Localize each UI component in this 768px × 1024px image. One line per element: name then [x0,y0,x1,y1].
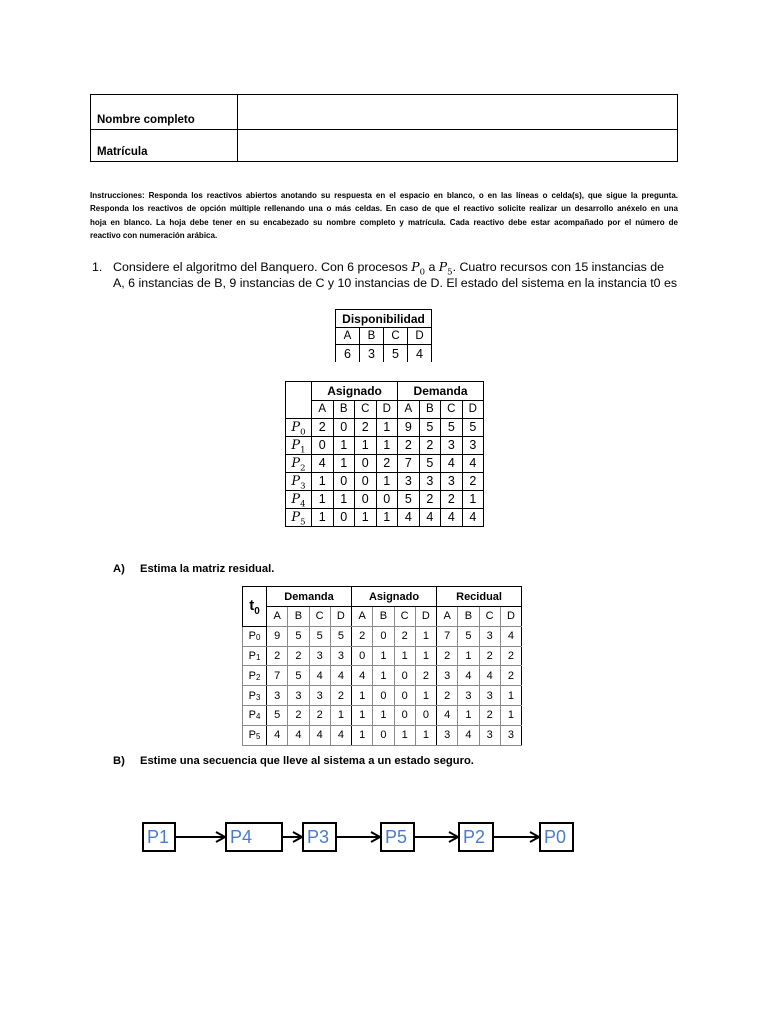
process-label [286,455,312,473]
demand-cell: 3 [288,686,309,706]
question-text: Considere el algoritmo del Banquero. Con 6 procesos [113,260,412,274]
question-text: . Cuatro recursos con 15 instancias de [452,260,665,274]
sequence-box-p5: P5 [380,822,415,852]
residual-cell: 3 [479,725,500,745]
process-row [286,509,484,527]
assigned-cell: 1 [376,473,398,491]
demand-cell: 5 [267,705,288,725]
process-label [243,686,267,706]
process-letter: P [438,259,448,274]
residual-cell: 3 [479,626,500,646]
process-index: 1 [255,652,261,662]
availability-title-row [336,310,432,328]
resource-header: D [376,401,398,419]
demand-cell: 1 [330,705,351,725]
process-letter: P [291,438,301,453]
student-info-table [90,94,678,162]
residual-cell: 1 [458,705,479,725]
residual-cell: 2 [479,705,500,725]
name-field[interactable] [238,95,678,130]
residual-cell: 2 [500,646,521,666]
group-header-asignado: Asignado [352,587,437,607]
id-row [91,130,678,162]
group-header-recidual: Recidual [437,587,522,607]
residual-cell: 3 [437,725,458,745]
demand-cell: 7 [267,666,288,686]
residual-cell: 3 [479,686,500,706]
resource-header: A [312,401,334,419]
process-row [243,686,522,706]
time-letter: t [249,597,255,615]
process-index: 3 [300,481,306,492]
residual-cell: 3 [437,666,458,686]
demand-cell: 5 [330,626,351,646]
demand-cell: 4 [309,725,330,745]
assigned-cell: 1 [415,646,436,666]
demand-cell: 5 [288,666,309,686]
group-header-demanda: Demanda [398,382,484,401]
availability-title: Disponibilidad [336,310,432,328]
sequence-box-p2: P2 [458,822,494,852]
assigned-cell: 0 [373,725,394,745]
process-label [243,626,267,646]
process-letter: P [248,729,256,742]
residual-cell: 1 [500,705,521,725]
assigned-cell: 1 [333,437,355,455]
process-row [286,455,484,473]
demand-cell: 4 [288,725,309,745]
demand-cell: 5 [288,626,309,646]
process-letter: P [291,510,301,525]
process-index: 0 [255,633,261,643]
demand-cell: 5 [309,626,330,646]
assigned-cell: 4 [312,455,334,473]
assigned-cell: 0 [312,437,334,455]
process-index: 2 [300,463,306,474]
demand-cell: 5 [462,419,484,437]
assigned-cell: 1 [415,626,436,646]
process-letter: P [291,456,301,471]
resource-header: D [500,607,521,627]
assigned-cell: 1 [355,437,377,455]
resource-header: D [408,328,432,345]
assigned-cell: 0 [415,705,436,725]
part-a-text: Estima la matriz residual. [140,563,275,575]
question-text: a [425,260,439,274]
assigned-cell: 2 [376,455,398,473]
resource-header: A [336,328,360,345]
residual-cell: 4 [458,725,479,745]
group-header-demanda: Demanda [267,587,352,607]
assigned-cell: 1 [355,509,377,527]
instructions-line: hoja en blanco. La hoja debe tener en su encabezado su nombre completo y matrícula. Cada reactivo debe estar acompañado por el número de [90,217,678,227]
process-letter: P [248,630,256,643]
assigned-cell: 0 [333,473,355,491]
residual-cell: 2 [437,686,458,706]
assigned-cell: 1 [376,419,398,437]
question-number: 1. [92,260,103,274]
residual-cell: 2 [479,646,500,666]
demand-cell: 4 [330,666,351,686]
residual-cell: 1 [458,646,479,666]
instructions-line: Instrucciones: Responda los reactivos abiertos anotando su respuesta en el espacio en blanco, o en las líneas o celda(s), que sigue la pregunta. [90,191,678,200]
demand-cell: 9 [267,626,288,646]
process-row [243,626,522,646]
residual-cell: 3 [458,686,479,706]
demand-cell: 9 [398,419,420,437]
available-cell: 4 [408,345,432,363]
allocation-table-body [286,382,484,527]
assigned-cell: 1 [352,686,373,706]
demand-cell: 4 [419,509,441,527]
assigned-cell: 1 [312,509,334,527]
availability-values-row [336,345,432,363]
sequence-arrow [176,832,225,842]
resource-header: C [479,607,500,627]
process-letter: P [248,669,256,682]
demand-cell: 3 [330,646,351,666]
assigned-cell: 2 [312,419,334,437]
residual-cell: 4 [437,705,458,725]
sequence-box-p3: P3 [302,822,337,852]
demand-cell: 5 [419,419,441,437]
demand-cell: 4 [441,455,463,473]
part-b-letter: B) [113,755,125,767]
resource-header-row [286,401,484,419]
process-row [286,491,484,509]
demand-cell: 3 [441,473,463,491]
id-field[interactable] [238,130,678,162]
process-index: 0 [300,427,306,438]
demand-cell: 3 [419,473,441,491]
question-1-line-2: A, 6 instancias de B, 9 instancias de C y 10 instancias de D. El estado del sistema en la instancia t0 es [113,276,678,290]
assigned-cell: 1 [376,437,398,455]
availability-header-row [336,328,432,345]
residual-cell: 1 [500,686,521,706]
resource-header: B [373,607,394,627]
resource-header: C [441,401,463,419]
group-header-asignado: Asignado [312,382,398,401]
process-row [243,666,522,686]
name-row [91,95,678,130]
process-label [243,646,267,666]
residual-cell: 7 [437,626,458,646]
assigned-cell: 0 [376,491,398,509]
assigned-cell: 1 [415,686,436,706]
assigned-cell: 2 [394,626,415,646]
process-label [243,725,267,745]
process-index: 5 [255,732,261,742]
demand-cell: 5 [419,455,441,473]
id-label: Matrícula [91,130,238,162]
resource-header: D [462,401,484,419]
assigned-cell: 1 [312,491,334,509]
process-letter: P [248,709,256,722]
demand-cell: 4 [267,725,288,745]
demand-cell: 7 [398,455,420,473]
group-header-row [243,587,522,607]
residual-cell: 3 [500,725,521,745]
process-row [243,705,522,725]
resource-header: A [398,401,420,419]
process-letter: P [248,649,256,662]
process-letter: P [291,474,301,489]
resource-header: B [333,401,355,419]
instructions-line: Responda los reactivos de opción múltiple rellenando una o más celdas. En caso de que el reactivo solicite realizar un desarrollo anéxelo en una [90,204,678,214]
assigned-cell: 4 [352,666,373,686]
assigned-cell: 1 [352,725,373,745]
sequence-box-p0: P0 [539,822,574,852]
group-header-row [286,382,484,401]
demand-cell: 3 [309,646,330,666]
part-a-letter: A) [113,563,125,575]
process-label [286,473,312,491]
residual-cell: 4 [500,626,521,646]
residual-cell: 2 [437,646,458,666]
demand-cell: 4 [462,509,484,527]
assigned-cell: 0 [394,666,415,686]
assigned-cell: 1 [352,705,373,725]
process-letter: P [248,689,256,702]
resource-header: C [355,401,377,419]
demand-cell: 5 [398,491,420,509]
process-index: 3 [255,692,261,702]
resource-header: B [419,401,441,419]
process-label [286,509,312,527]
process-row [286,419,484,437]
residual-cell: 4 [479,666,500,686]
process-symbol-last [438,259,453,278]
process-letter: P [291,492,301,507]
assigned-cell: 1 [373,666,394,686]
assigned-cell: 1 [394,725,415,745]
process-letter: P [411,259,420,274]
sequence-arrow [283,832,302,842]
assigned-cell: 0 [333,419,355,437]
demand-cell: 4 [462,455,484,473]
demand-cell: 2 [288,646,309,666]
available-cell: 5 [384,345,408,363]
process-index: 2 [255,672,261,682]
process-index: 0 [419,267,426,278]
resource-header: D [330,607,351,627]
resource-header: C [309,607,330,627]
available-cell: 6 [336,345,360,363]
process-index: 5 [447,267,453,278]
question-1-line-1 [113,259,665,278]
resource-header: B [458,607,479,627]
process-index: 4 [255,712,261,722]
demand-cell: 2 [462,473,484,491]
sequence-arrow [494,832,539,842]
part-b-text: Estime una secuencia que lleve al sistema a un estado seguro. [140,755,474,767]
assigned-cell: 0 [352,646,373,666]
assigned-cell: 0 [373,626,394,646]
demand-cell: 4 [330,725,351,745]
demand-cell: 2 [288,705,309,725]
process-label [286,437,312,455]
assigned-cell: 0 [355,455,377,473]
assigned-cell: 2 [415,666,436,686]
demand-cell: 3 [398,473,420,491]
assigned-cell: 0 [394,705,415,725]
demand-cell: 1 [462,491,484,509]
time-index: 0 [254,606,260,618]
allocation-demand-table [285,381,484,527]
resource-header: B [288,607,309,627]
residual-cell: 4 [458,666,479,686]
sequence-box-p4: P4 [225,822,283,852]
sequence-arrow [337,832,380,842]
process-row [286,437,484,455]
assigned-cell: 0 [373,686,394,706]
assigned-cell: 0 [394,686,415,706]
resource-header: A [267,607,288,627]
corner-cell [286,382,312,419]
process-index: 5 [300,517,306,528]
instructions-line: reactivo con numeración arábica. [90,230,218,240]
residual-table-body [243,587,522,746]
process-index: 4 [300,499,306,510]
demand-cell: 3 [309,686,330,706]
resource-header: A [437,607,458,627]
assigned-cell: 1 [333,455,355,473]
process-row [243,646,522,666]
resource-header: C [384,328,408,345]
resource-header: C [394,607,415,627]
demand-cell: 2 [419,491,441,509]
assigned-cell: 0 [355,473,377,491]
assigned-cell: 1 [312,473,334,491]
process-index: 1 [300,445,306,456]
demand-cell: 5 [441,419,463,437]
assigned-cell: 1 [373,646,394,666]
residual-cell: 2 [500,666,521,686]
sequence-box-p1: P1 [142,822,176,852]
resource-header-row [243,607,522,627]
process-letter: P [291,420,301,435]
demand-cell: 3 [462,437,484,455]
demand-cell: 3 [441,437,463,455]
process-row [286,473,484,491]
process-label [286,419,312,437]
process-row [243,725,522,745]
resource-header: A [352,607,373,627]
demand-cell: 2 [309,705,330,725]
process-symbol-first [411,259,426,278]
assigned-cell: 2 [352,626,373,646]
availability-table [335,309,432,362]
assigned-cell: 1 [376,509,398,527]
demand-cell: 4 [309,666,330,686]
name-label: Nombre completo [91,95,238,130]
demand-cell: 2 [441,491,463,509]
process-label [243,705,267,725]
assigned-cell: 1 [373,705,394,725]
assigned-cell: 0 [355,491,377,509]
demand-cell: 2 [419,437,441,455]
residual-cell: 5 [458,626,479,646]
assigned-cell: 1 [415,725,436,745]
resource-header: D [415,607,436,627]
time-instant-label [243,587,267,627]
available-cell: 3 [360,345,384,363]
demand-cell: 2 [267,646,288,666]
demand-cell: 2 [398,437,420,455]
process-label [243,666,267,686]
demand-cell: 4 [441,509,463,527]
assigned-cell: 2 [355,419,377,437]
process-label [286,491,312,509]
demand-cell: 2 [330,686,351,706]
assigned-cell: 0 [333,509,355,527]
assigned-cell: 1 [394,646,415,666]
sequence-arrow [415,832,458,842]
demand-cell: 4 [398,509,420,527]
assigned-cell: 1 [333,491,355,509]
resource-header: B [360,328,384,345]
demand-cell: 3 [267,686,288,706]
residual-matrix-table [242,586,522,746]
instructions [90,189,678,242]
